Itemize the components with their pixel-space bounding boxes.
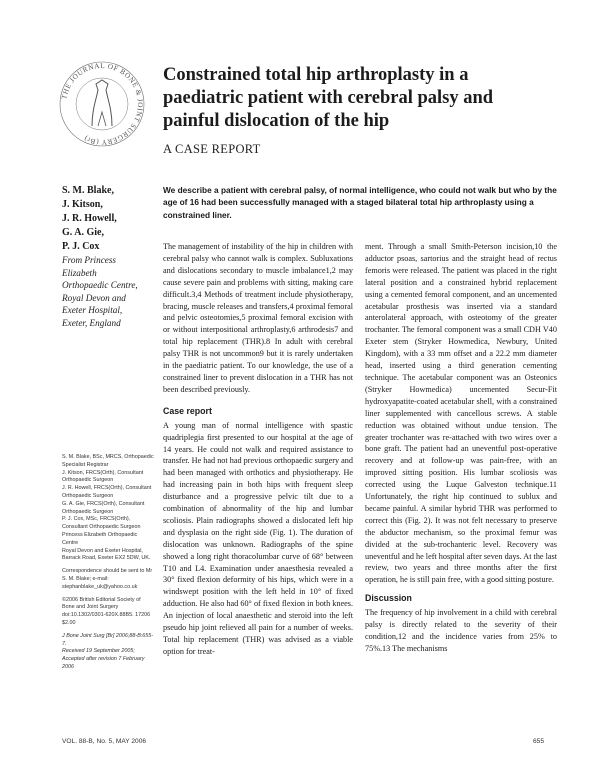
body-column-left — [163, 241, 353, 658]
received-note: Received 19 September 2005; Accepted after revision 7 February 2006 — [62, 648, 145, 670]
author: J. Kitson, — [62, 199, 103, 210]
credit-line: J. Kitson, FRCS(Orth), Consultant Orthopaedic Surgeon — [62, 469, 144, 484]
footer-volume: VOL. 88-B, No. 5, MAY 2006 — [62, 738, 147, 745]
discussion-heading: Discussion — [365, 593, 412, 604]
citation-note: J Bone Joint Surg [Br] 2006;88-B:655-7. — [62, 632, 154, 647]
affiliation-line: From Princess — [62, 255, 117, 265]
affiliation — [62, 254, 154, 329]
affiliation-line: Exeter Hospital, — [62, 305, 123, 315]
abstract: We describe a patient with cerebral palsy, of normal intelligence, who could not walk but who by the age of 16 had been successfully managed with a staged bilateral total hip arthroplasty using a constrained liner. — [163, 185, 557, 220]
correspondence-note: Correspondence should be sent to Mr S. M. Blake; e-mail: stephanblake_uk@yahoo.co.uk — [62, 568, 153, 590]
credit-line: J. R. Howell, FRCS(Orth), Consultant Orthopaedic Surgeon — [62, 485, 152, 499]
case-report-continued: ment. Through a small Smith-Peterson incision,10 the adductor psoas, sartorius and the straight head of rectus femoris were released. The patient was placed in the right lateral position and a constrained hybrid replacement using a cemented femoral component, and an uncemented acetabular prosthesis was inserted via a standard anterolateral approach, with osteotomy of the greater trochanter. The femoral component was a small CDH V40 Exeter stem (Stryker Howmedica, Newbury, United Kingdom), with a 33 mm offset and a 22.2 mm diameter head, inserted using a third generation cementing technique. The acetabular component was an Osteonics (Stryker Howmedica) uncemented Secur-Fit hydroxyapatite-coated acetabular shell, with a constrained liner supplemented with cancellous screws. A stable reduction was obtained without undue tension. The greater trochanter was re-attached with two wires over a bone graft. The patient had an uneventful post-operative recovery and at follow-up was pain-free, with an improved sitting position. His lumbar scoliosis was corrected using the Luque Galveston technique.11 Unfortunately, the right hip continued to sublux and became painful. A similar hybrid THR was performed to correct this (Fig. 2). It was not felt necessary to preserve the abductor mechanism, so the proximal femur was divided at the sub-trochanteric level. Recovery was uneventful and he left hospital after seven days. At the last review, two years and three months after the first operation, he is still pain free, with a good sitting posture. — [365, 242, 557, 585]
journal-seal-text: THE JOURNAL OF BONE & JOINT SURGERY (Br) — [60, 61, 145, 147]
credit-line: Princess Elizabeth Orthopaedic Centre — [62, 531, 138, 546]
case-report-heading: Case report — [163, 405, 212, 416]
article-subtitle: A CASE REPORT — [163, 142, 261, 156]
article-title: Constrained total hip arthroplasty in a paediatric patient with cerebral palsy and painful dislocation of the hip — [163, 65, 494, 131]
page-number: 655 — [533, 738, 545, 745]
author: G. A. Gie, — [62, 227, 104, 238]
affiliation-line: Elizabeth — [62, 267, 97, 278]
credit-line: G. A. Gie, FRCS(Orth), Consultant Orthopaedic Surgeon — [62, 500, 145, 515]
author: J. R. Howell, — [62, 213, 117, 224]
credit-line: P. J. Cox, MSc, FRCS(Orth), Consultant Orthopaedic Surgeon — [62, 516, 141, 531]
author: P. J. Cox — [62, 241, 100, 252]
credit-line: Royal Devon and Exeter Hospital, Barrack Road, Exeter EX2 5DW, UK. — [62, 547, 151, 562]
author: S. M. Blake, — [62, 185, 114, 196]
intro-paragraph: The management of instability of the hip in children with cerebral palsy who cannot walk is complex. Subluxations and dislocations secondary to muscle imbalance1,2 may cause severe pain and problems with sitting, making care difficult.3,4 Methods of treatment include physiotherapy, bracing, muscle releases and transfers,4 proximal femoral and pelvic osteotomies,5 proximal femoral excision with or without interpositional arthroplasty,6 arthrodesis7 and total hip replacement (THR).8 In adult with cerebral palsy THR is not uncommon9 but it is rarely undertaken in the paediatric patient. To our knowledge, the use of a constrained liner to prevent dislocation in a THR has not been described previously. — [163, 242, 353, 394]
affiliation-line: Exeter, England — [62, 317, 121, 328]
affiliation-line: Orthopaedic Centre, — [62, 280, 138, 290]
body-column-right — [365, 241, 557, 655]
affiliation-line: Royal Devon and — [62, 292, 126, 303]
journal-seal-logo — [58, 60, 146, 148]
case-report-paragraph: A young man of normal intelligence with spastic quadriplegia first presented to our hospital at the age of 14 years. He could not walk and required assistance to transfer. He had not had previous orthopaedic surgery and had been managed with orthotics and physiotherapy. He had increasing pain in both hips with frequent sleep disturbance and a progressive pelvic tilt due to a combination of abnormality of the hip and lumbar scoliosis. Plain radiographs showed a dislocated left hip and dysplasia on the right side (Fig. 1). The duration of dislocation was unknown. Radiographs of the spine showed a long right thoracolumbar curve of 68° between T10 and L4. Examination under anaesthesia revealed a 30° fixed flexion deformity of his hips, which were in a windswept position with the left held in 10° of fixed adduction. He also had 60° of fixed flexion in both knees. An injection of local anaesthetic and steroid into the left pseudo hip joint relieved all pain for a number of weeks. Total hip replacement (THR) was advised as a viable option for treat- — [163, 420, 353, 656]
copyright-note: ©2006 British Editorial Society of Bone and Joint Surgery doi:10.1302/0301-620X.88B5. 17206 $2.00 — [62, 596, 151, 626]
author-list — [62, 184, 152, 254]
credit-line: S. M. Blake, BSc, MRCS, Orthopaedic Specialist Registrar — [62, 454, 154, 468]
author-notes — [62, 454, 154, 672]
discussion-paragraph: The frequency of hip involvement in a child with cerebral palsy is directly related to the severity of their condition,12 and the incidence varies from 25% to 75%.13 The mechanisms — [365, 608, 557, 653]
svg-text:THE JOURNAL OF BONE & JOINT SU — [60, 62, 144, 146]
